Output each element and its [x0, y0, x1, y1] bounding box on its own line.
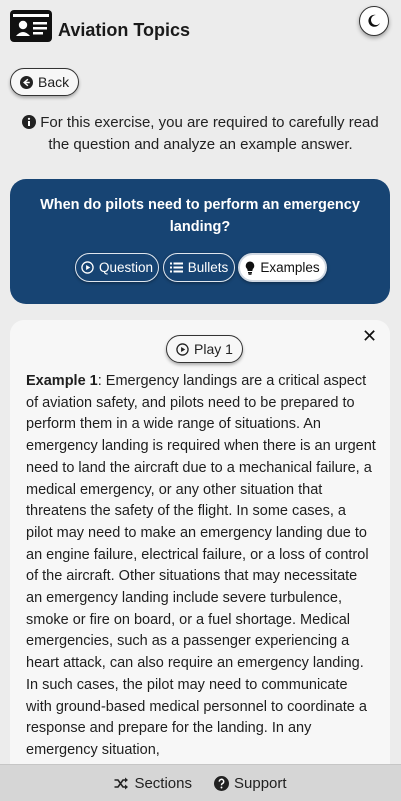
support-button[interactable] — [214, 775, 287, 792]
instructions-text: For this exercise, you are required to carefully read the question and analyze an example answer. — [40, 114, 379, 153]
example-label: Example 1 — [26, 373, 98, 389]
example-body: : Emergency landings are a critical aspect of aviation safety, and pilots need to be prepared to perform them in a wide range of situations. An emergency landing is required when there is an urgent need to land the aircraft due to a mechanical failure, a medical emergency, or any other situation that threatens the safety of the flight. In some cases, a pilot may need to make an emergency landing due to an engine failure, electrical failure, or a loss of control of the aircraft. Other situations that may necessitate an emergency landing include severe turbulence, smoke or fire on board, or a fuel shortage. Medical emergencies, such as a passenger experiencing a heart attack, can also require an emergency landing. In such cases, the pilot may need to communicate with ground-based medical personnel to coordinate a response and prepare for the landing. In any emergency situation, — [26, 373, 376, 758]
tab-bullets[interactable] — [163, 253, 235, 282]
back-label: Back — [38, 74, 70, 90]
play-circle-icon — [176, 343, 189, 356]
tab-question-label: Question — [98, 260, 154, 275]
example-answer-text — [26, 371, 376, 762]
arrow-left-circle-icon — [20, 76, 33, 89]
tab-examples-label: Examples — [260, 260, 320, 275]
lightbulb-icon — [245, 261, 255, 275]
tab-bullets-label: Bullets — [187, 260, 229, 275]
play-button[interactable] — [166, 335, 243, 363]
theme-toggle-button[interactable] — [359, 6, 389, 36]
play-circle-icon — [81, 261, 94, 274]
question-title: When do pilots need to perform an emergency landing? — [40, 197, 360, 235]
sections-button[interactable] — [114, 775, 192, 792]
back-button[interactable] — [10, 68, 79, 96]
moon-icon — [367, 14, 381, 28]
support-label: Support — [234, 774, 287, 792]
info-icon — [22, 115, 36, 129]
tab-examples[interactable] — [238, 253, 327, 282]
list-icon — [170, 262, 183, 273]
id-card-logo-icon — [10, 10, 52, 42]
app-title: Aviation Topics — [58, 20, 191, 40]
question-circle-icon — [214, 776, 229, 791]
bottom-bar — [0, 764, 401, 801]
example-answer-card — [10, 320, 390, 800]
tab-question[interactable] — [75, 253, 159, 282]
sections-label: Sections — [134, 774, 192, 792]
question-card — [10, 179, 390, 304]
instructions — [10, 112, 391, 156]
play-label: Play 1 — [194, 341, 233, 357]
shuffle-icon — [114, 777, 129, 790]
close-icon[interactable]: ✕ — [362, 326, 378, 346]
app-header — [0, 0, 401, 60]
